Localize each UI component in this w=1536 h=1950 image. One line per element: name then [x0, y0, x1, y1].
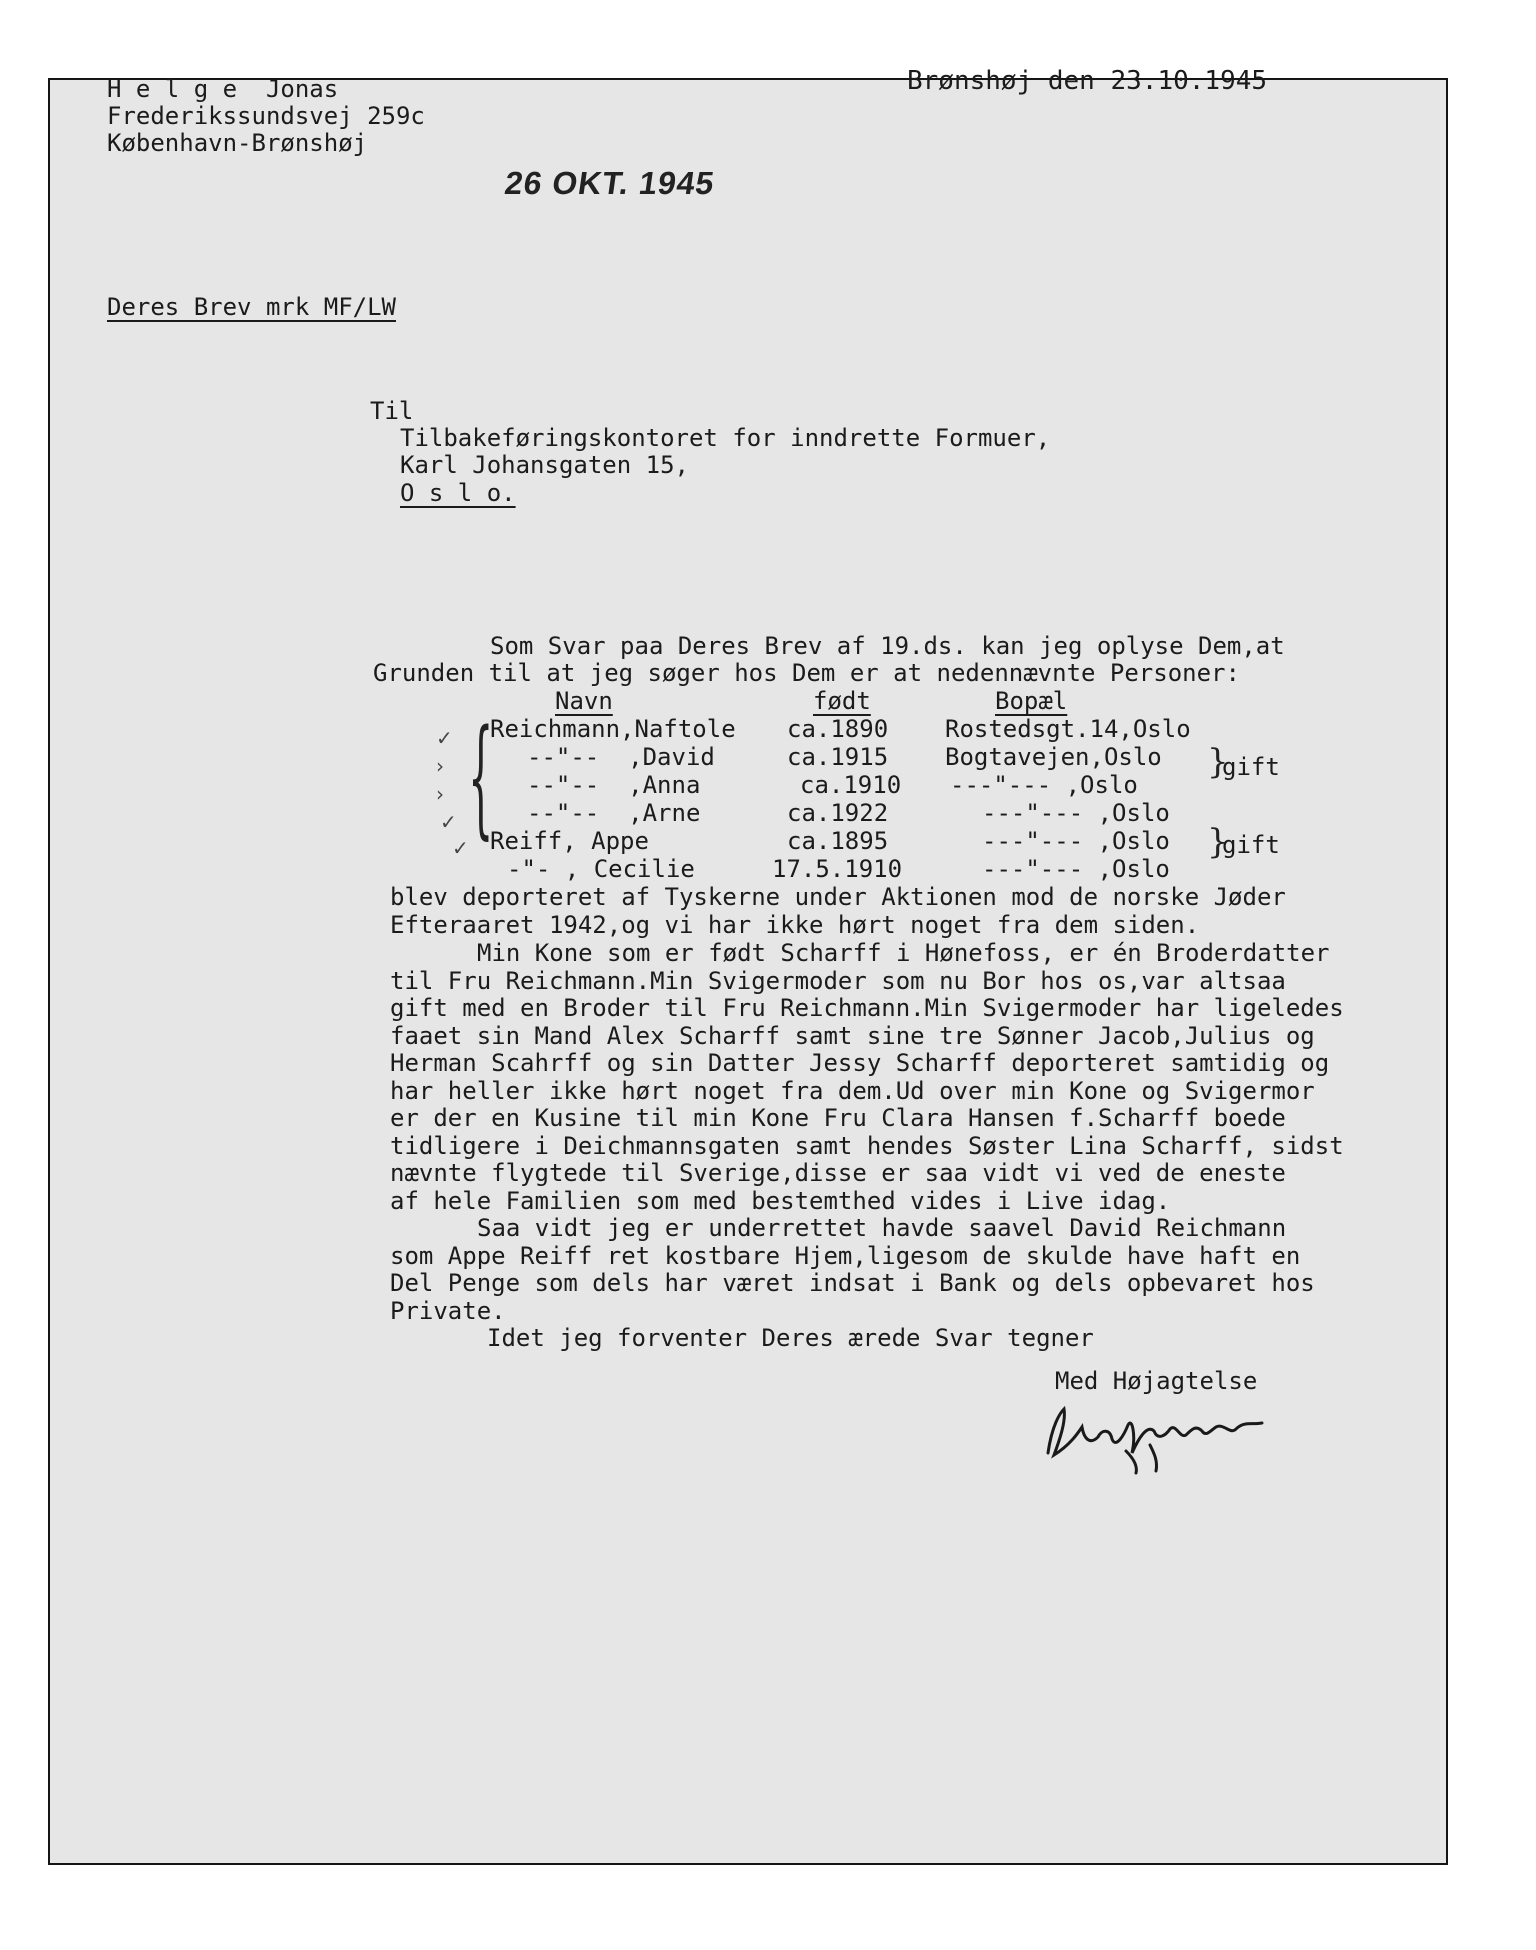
check-mark-icon: ›: [436, 754, 444, 778]
gift-label: gift: [1222, 831, 1280, 859]
recipient-city: O s l o.: [400, 479, 516, 507]
intro-line-1: Som Svar paa Deres Brev af 19.ds. kan jeg oplyse Dem,at: [490, 632, 1285, 660]
check-mark-icon: ✓: [436, 726, 453, 750]
gift-brace: }: [1207, 822, 1229, 862]
row-address: ---"--- ,Oslo: [982, 799, 1170, 827]
row-address: Bogtavejen,Oslo: [945, 743, 1162, 771]
row-born: ca.1910: [800, 771, 902, 799]
row-address: ---"--- ,Oslo: [982, 855, 1170, 883]
row-address: Rostedsgt.14,Oslo: [945, 715, 1191, 743]
received-stamp: 26 OKT. 1945: [502, 165, 718, 201]
row-name: --"-- ,Anna: [527, 771, 701, 799]
row-name: Reichmann,Naftole: [490, 715, 736, 743]
reference-line: Deres Brev mrk MF/LW: [107, 293, 396, 321]
body-line: Idet jeg forventer Deres ærede Svar tegner: [487, 1324, 1094, 1352]
check-mark-icon: ✓: [452, 836, 469, 860]
body-line: nævnte flygtede til Sverige,disse er saa vidt vi ved de eneste: [390, 1159, 1286, 1187]
row-name: -"- , Cecilie: [507, 855, 695, 883]
body-line: gift med en Broder til Fru Reichmann.Min Svigermoder har ligeledes: [390, 994, 1344, 1022]
signature-image: [1040, 1395, 1300, 1475]
row-name: Reiff, Appe: [490, 827, 649, 855]
body-line: faaet sin Mand Alex Scharff samt sine tre Sønner Jacob,Julius og: [390, 1022, 1315, 1050]
body-line: er der en Kusine til min Kone Fru Clara Hansen f.Scharff boede: [390, 1104, 1286, 1132]
row-born: ca.1895: [787, 827, 889, 855]
header-navn: Navn: [555, 687, 613, 715]
body-line: Saa vidt jeg er underrettet havde saavel David Reichmann: [477, 1214, 1287, 1242]
sender-city: København-Brønshøj: [107, 129, 368, 157]
row-born: 17.5.1910: [772, 855, 903, 883]
body-line: til Fru Reichmann.Min Svigermoder som nu Bor hos os,var altsaa: [390, 967, 1286, 995]
body-line: tidligere i Deichmannsgaten samt hendes Søster Lina Scharff, sidst: [390, 1132, 1344, 1160]
header-bopael: Bopæl: [995, 687, 1068, 715]
row-name: --"-- ,David: [527, 743, 715, 771]
row-born: ca.1922: [787, 799, 889, 827]
sender-name: H e l g e Jonas: [107, 75, 339, 103]
body-line: har heller ikke hørt noget fra dem.Ud over min Kone og Svigermor: [390, 1077, 1315, 1105]
recipient-to: Til: [370, 397, 414, 425]
body-line: blev deporteret af Tyskerne under Aktionen mod de norske Jøder: [390, 883, 1286, 911]
recipient-org: Tilbakeføringskontoret for inndrette Formuer,: [400, 424, 1051, 452]
row-address: ---"--- ,Oslo: [982, 827, 1170, 855]
date-line: Brønshøj den 23.10.1945: [907, 66, 1268, 96]
row-address: ---"--- ,Oslo: [950, 771, 1138, 799]
recipient-street: Karl Johansgaten 15,: [400, 451, 689, 479]
body-line: Del Penge som dels har været indsat i Bank og dels opbevaret hos: [390, 1269, 1315, 1297]
row-name: --"-- ,Arne: [527, 799, 701, 827]
gift-brace: }: [1207, 742, 1229, 782]
row-born: ca.1890: [787, 715, 889, 743]
body-line: Private.: [390, 1297, 506, 1325]
closing-line: Med Højagtelse: [1055, 1367, 1258, 1395]
check-mark-icon: ›: [436, 782, 444, 806]
body-line: Min Kone som er født Scharff i Hønefoss, er én Broderdatter: [477, 939, 1330, 967]
body-line: af hele Familien som med bestemthed vides i Live idag.: [390, 1187, 1171, 1215]
family-brace: {: [468, 706, 494, 854]
body-line: Herman Scahrff og sin Datter Jessy Scharff deporteret samtidig og: [390, 1049, 1330, 1077]
body-line: Efteraaret 1942,og vi har ikke hørt noget fra dem siden.: [390, 911, 1200, 939]
header-fodt: født: [813, 687, 871, 715]
row-born: ca.1915: [787, 743, 889, 771]
sender-street: Frederikssundsvej 259c: [107, 102, 425, 130]
gift-label: gift: [1222, 753, 1280, 781]
check-mark-icon: ✓: [440, 810, 457, 834]
intro-line-2: Grunden til at jeg søger hos Dem er at nedennævnte Personer:: [373, 659, 1240, 687]
body-line: som Appe Reiff ret kostbare Hjem,ligesom de skulde have haft en: [390, 1242, 1301, 1270]
